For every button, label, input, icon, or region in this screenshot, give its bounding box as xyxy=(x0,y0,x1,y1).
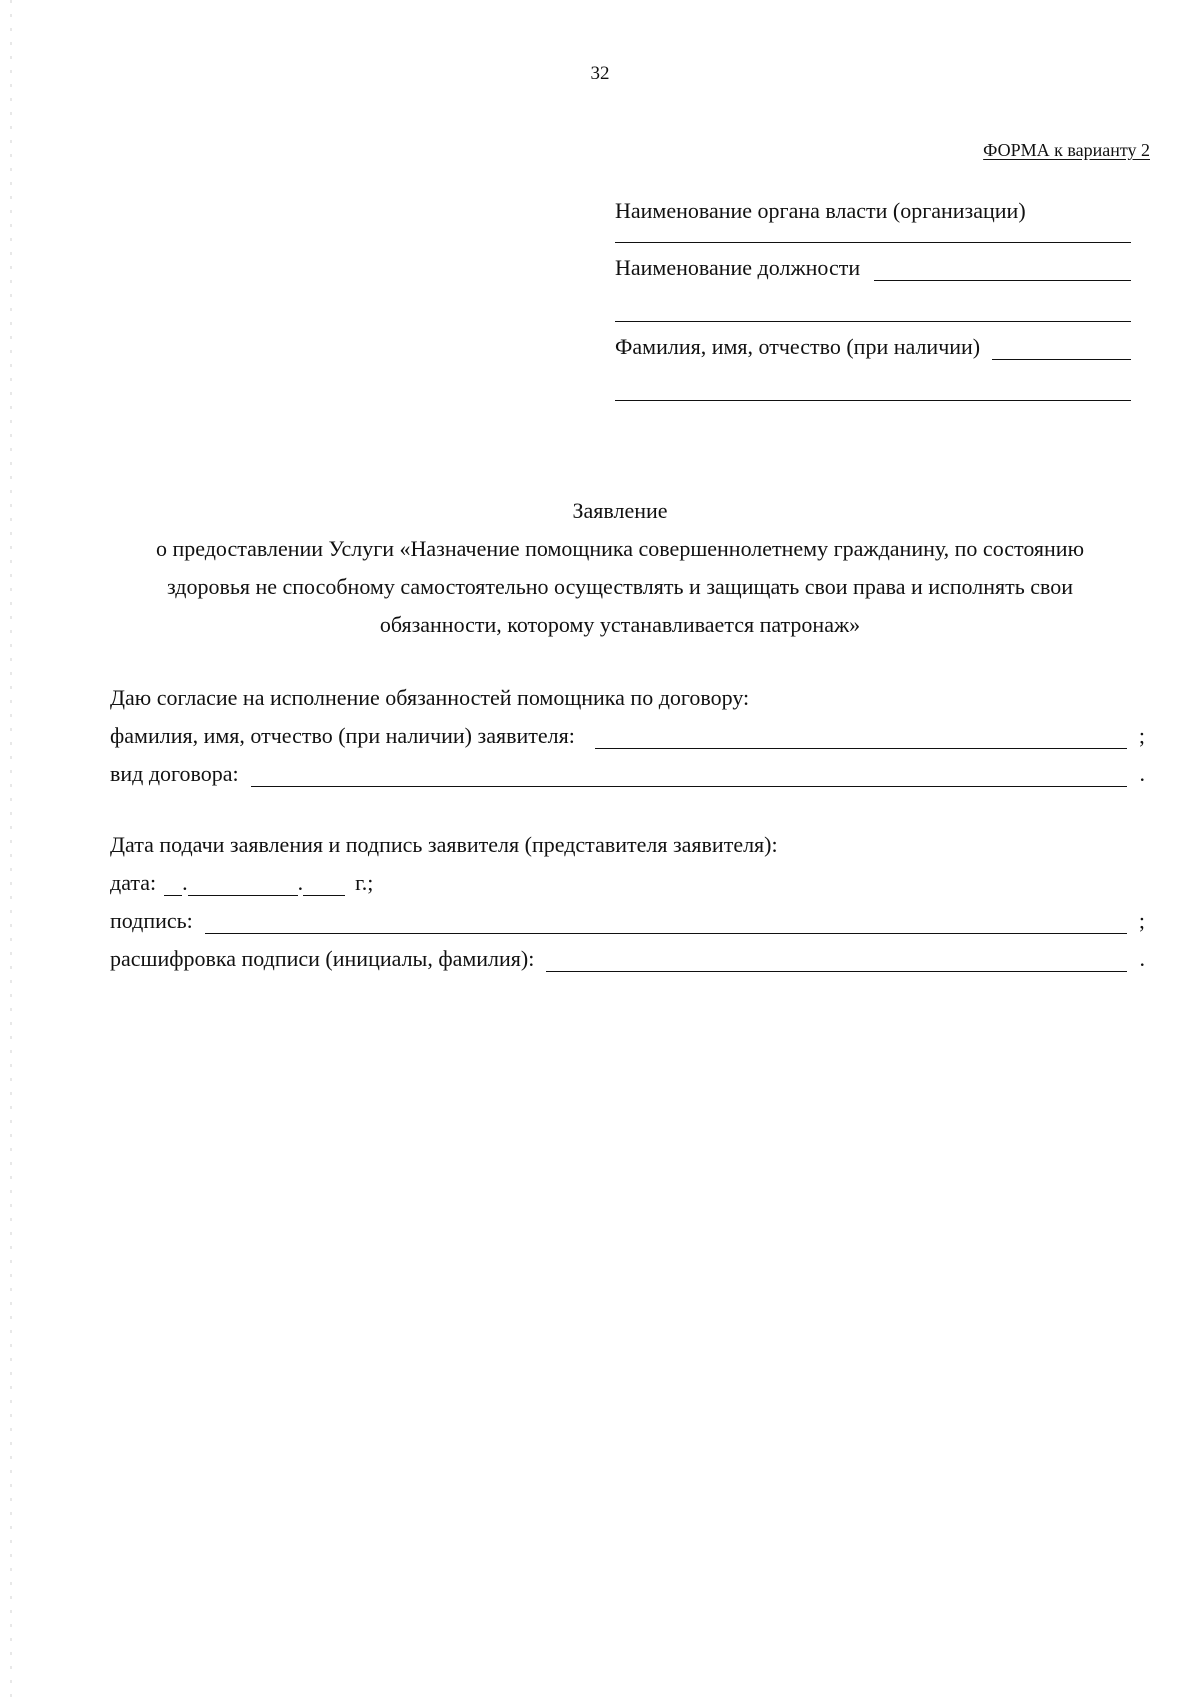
date-separator-2: . xyxy=(297,870,304,895)
signature-decoding-end: . xyxy=(1139,946,1145,971)
contract-type-row xyxy=(110,749,1145,787)
consent-section xyxy=(110,673,1145,787)
position-label: Наименование должности xyxy=(615,255,861,280)
signature-intro: Дата подачи заявления и подпись заявителя (представителя заявителя): xyxy=(110,832,778,857)
date-label: дата: xyxy=(110,870,157,895)
date-row xyxy=(110,858,1145,896)
statement-subject-line-1: о предоставлении Услуги «Назначение помощника совершеннолетнему гражданину, по состоянию xyxy=(155,536,1085,561)
authority-fill-line[interactable] xyxy=(615,242,1131,243)
statement-title xyxy=(100,492,1140,644)
position-fill-line[interactable] xyxy=(874,258,1131,281)
form-reference: ФОРМА к варианту 2 xyxy=(983,140,1150,160)
signature-decoding-label: расшифровка подписи (инициалы, фамилия): xyxy=(110,946,535,971)
statement-heading: Заявление xyxy=(572,498,668,523)
statement-subject-line-2: здоровья не способному самостоятельно осуществлять и защищать свои права и исполнять свои xyxy=(166,574,1074,599)
signature-decoding-row xyxy=(110,934,1145,972)
full-name-row xyxy=(615,334,1131,360)
signature-decoding-field[interactable] xyxy=(546,947,1127,972)
consent-intro: Даю согласие на исполнение обязанностей помощника по договору: xyxy=(110,685,750,710)
sign-end: ; xyxy=(1138,908,1145,933)
applicant-name-label: фамилия, имя, отчество (при наличии) заявителя: xyxy=(110,723,575,748)
position-row xyxy=(615,255,1131,281)
position-fill-line-2[interactable] xyxy=(615,321,1131,322)
contract-type-end: . xyxy=(1139,761,1145,786)
contract-type-label: вид договора: xyxy=(110,761,239,786)
date-day-field[interactable] xyxy=(164,873,182,896)
contract-type-field[interactable] xyxy=(251,762,1127,787)
signature-intro-row xyxy=(110,820,1145,858)
authority-label: Наименование органа власти (организации) xyxy=(615,198,1026,223)
date-year-suffix: г.; xyxy=(355,870,374,895)
signature-section xyxy=(110,820,1145,972)
full-name-label: Фамилия, имя, отчество (при наличии) xyxy=(615,334,981,359)
date-separator-1: . xyxy=(182,870,188,895)
full-name-fill-line-2[interactable] xyxy=(615,400,1131,401)
scan-edge-artifact xyxy=(10,0,12,1705)
full-name-fill-line[interactable] xyxy=(992,337,1131,360)
addressee-block xyxy=(615,198,1131,401)
sign-label: подпись: xyxy=(110,908,193,933)
consent-intro-row xyxy=(110,673,1145,711)
date-month-field[interactable] xyxy=(188,873,298,896)
statement-subject-line-3: обязанности, которому устанавливается патронаж» xyxy=(379,612,861,637)
applicant-name-row xyxy=(110,711,1145,749)
page-number: 32 xyxy=(590,63,610,84)
signature-field[interactable] xyxy=(205,909,1127,934)
applicant-name-field[interactable] xyxy=(595,724,1127,749)
date-year-field[interactable] xyxy=(303,873,345,896)
applicant-name-end: ; xyxy=(1138,723,1145,748)
sign-row xyxy=(110,896,1145,934)
